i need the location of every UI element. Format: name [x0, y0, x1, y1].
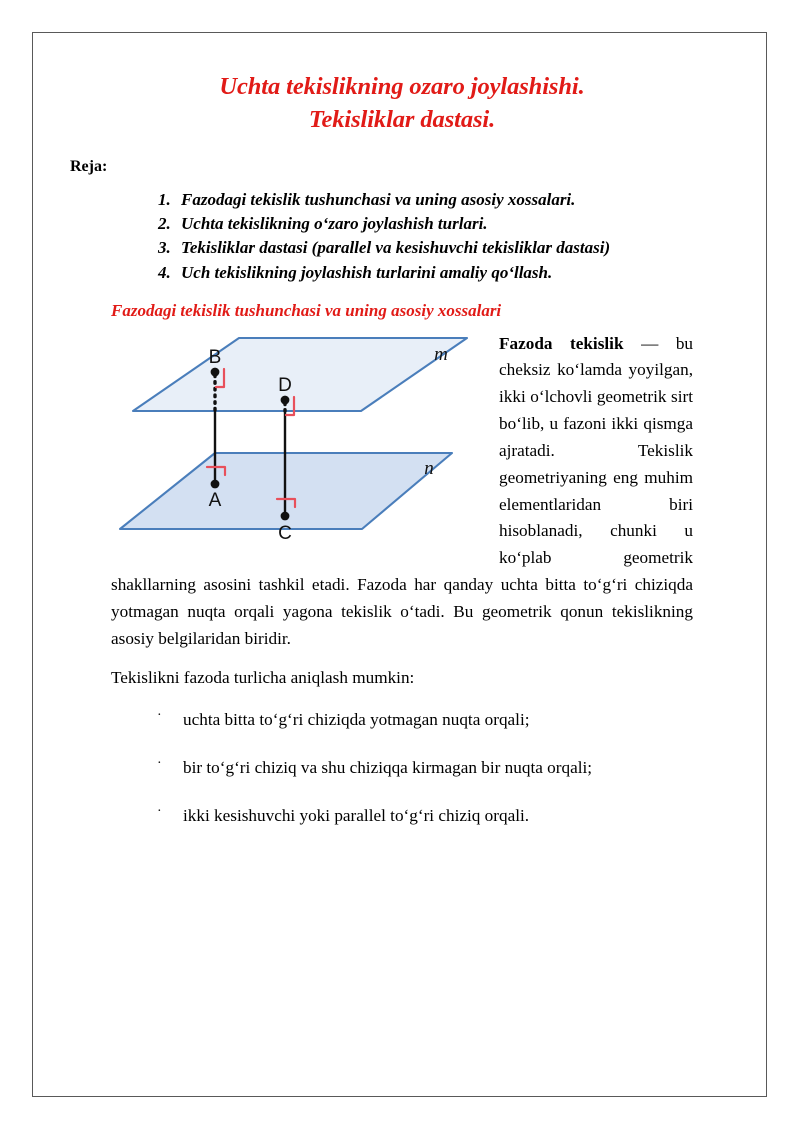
plan-item: 4. Uch tekislikning joylashish turlarini amaliy qo‘llash.	[175, 261, 693, 285]
list-item	[157, 755, 693, 781]
intro-line: Tekislikni fazoda turlicha aniqlash mumkin:	[111, 667, 415, 687]
page-title	[111, 71, 693, 136]
plan-list	[111, 188, 693, 285]
definition-methods-list	[111, 707, 693, 828]
point-d-dot	[281, 395, 290, 404]
plan-label: Reja:	[70, 158, 108, 176]
list-item-text: uchta bitta to‘g‘ri chiziqda yotmagan nuqta orqali;	[183, 710, 530, 730]
plane-n-label: n	[424, 457, 434, 479]
plan-item: 1. Fazodagi tekislik tushunchasi va uning asosiy xossalari.	[175, 188, 693, 212]
section-heading: Fazodagi tekislik tushunchasi va uning asosiy xossalari	[111, 300, 502, 320]
planes-diagram	[111, 333, 489, 551]
point-d-label: D	[278, 374, 292, 396]
page-title-line-1: Uchta tekislikning ozaro joylashishi.	[219, 73, 585, 100]
bullet-icon: ·	[157, 708, 162, 724]
definition-rest: — bu cheksiz ko‘lamda yoyilgan, ikki o‘lchovli geometrik sirt bo‘lib, u fazoni ikki qismga ajratadi. Tekislik geometriyaning eng muhim elementlaridan biri hisoblanadi, chunki u ko‘plab geometrik shakllarning asosini tashkil etadi. Fazoda har qanday uchta bitta to‘g‘ri chiziqda yotmagan nuqta orqali yagona tekislik o‘tadi. Bu geometrik qonun tekislikning asosiy belgilaridan biridir.	[111, 333, 694, 648]
list-item	[157, 707, 693, 733]
definition-lead: Fazoda tekislik	[499, 333, 624, 353]
list-item-text: ikki kesishuvchi yoki parallel to‘g‘ri chiziq orqali.	[183, 806, 530, 826]
bullet-icon: ·	[157, 804, 162, 820]
page-content	[70, 71, 694, 851]
bullet-icon: ·	[157, 756, 162, 772]
plan-item: 3. Tekisliklar dastasi (parallel va kesishuvchi tekisliklar dastasi)	[175, 236, 693, 260]
point-c-label: C	[278, 522, 292, 544]
point-a-label: A	[208, 489, 222, 511]
document-page	[32, 32, 767, 1097]
section-body	[111, 331, 693, 829]
list-item-text: bir to‘g‘ri chiziq va shu chiziqqa kirmagan bir nuqta orqali;	[183, 758, 593, 778]
list-item	[157, 803, 693, 829]
point-c-dot	[281, 511, 290, 520]
point-a-dot	[211, 479, 220, 488]
point-b-label: B	[208, 346, 222, 368]
plane-m-label: m	[434, 343, 448, 365]
point-b-dot	[211, 367, 220, 376]
plane-m-shape	[133, 338, 467, 411]
plan-item: 2. Uchta tekislikning o‘zaro joylashish turlari.	[175, 212, 693, 236]
page-title-line-2: Tekisliklar dastasi.	[308, 105, 496, 133]
